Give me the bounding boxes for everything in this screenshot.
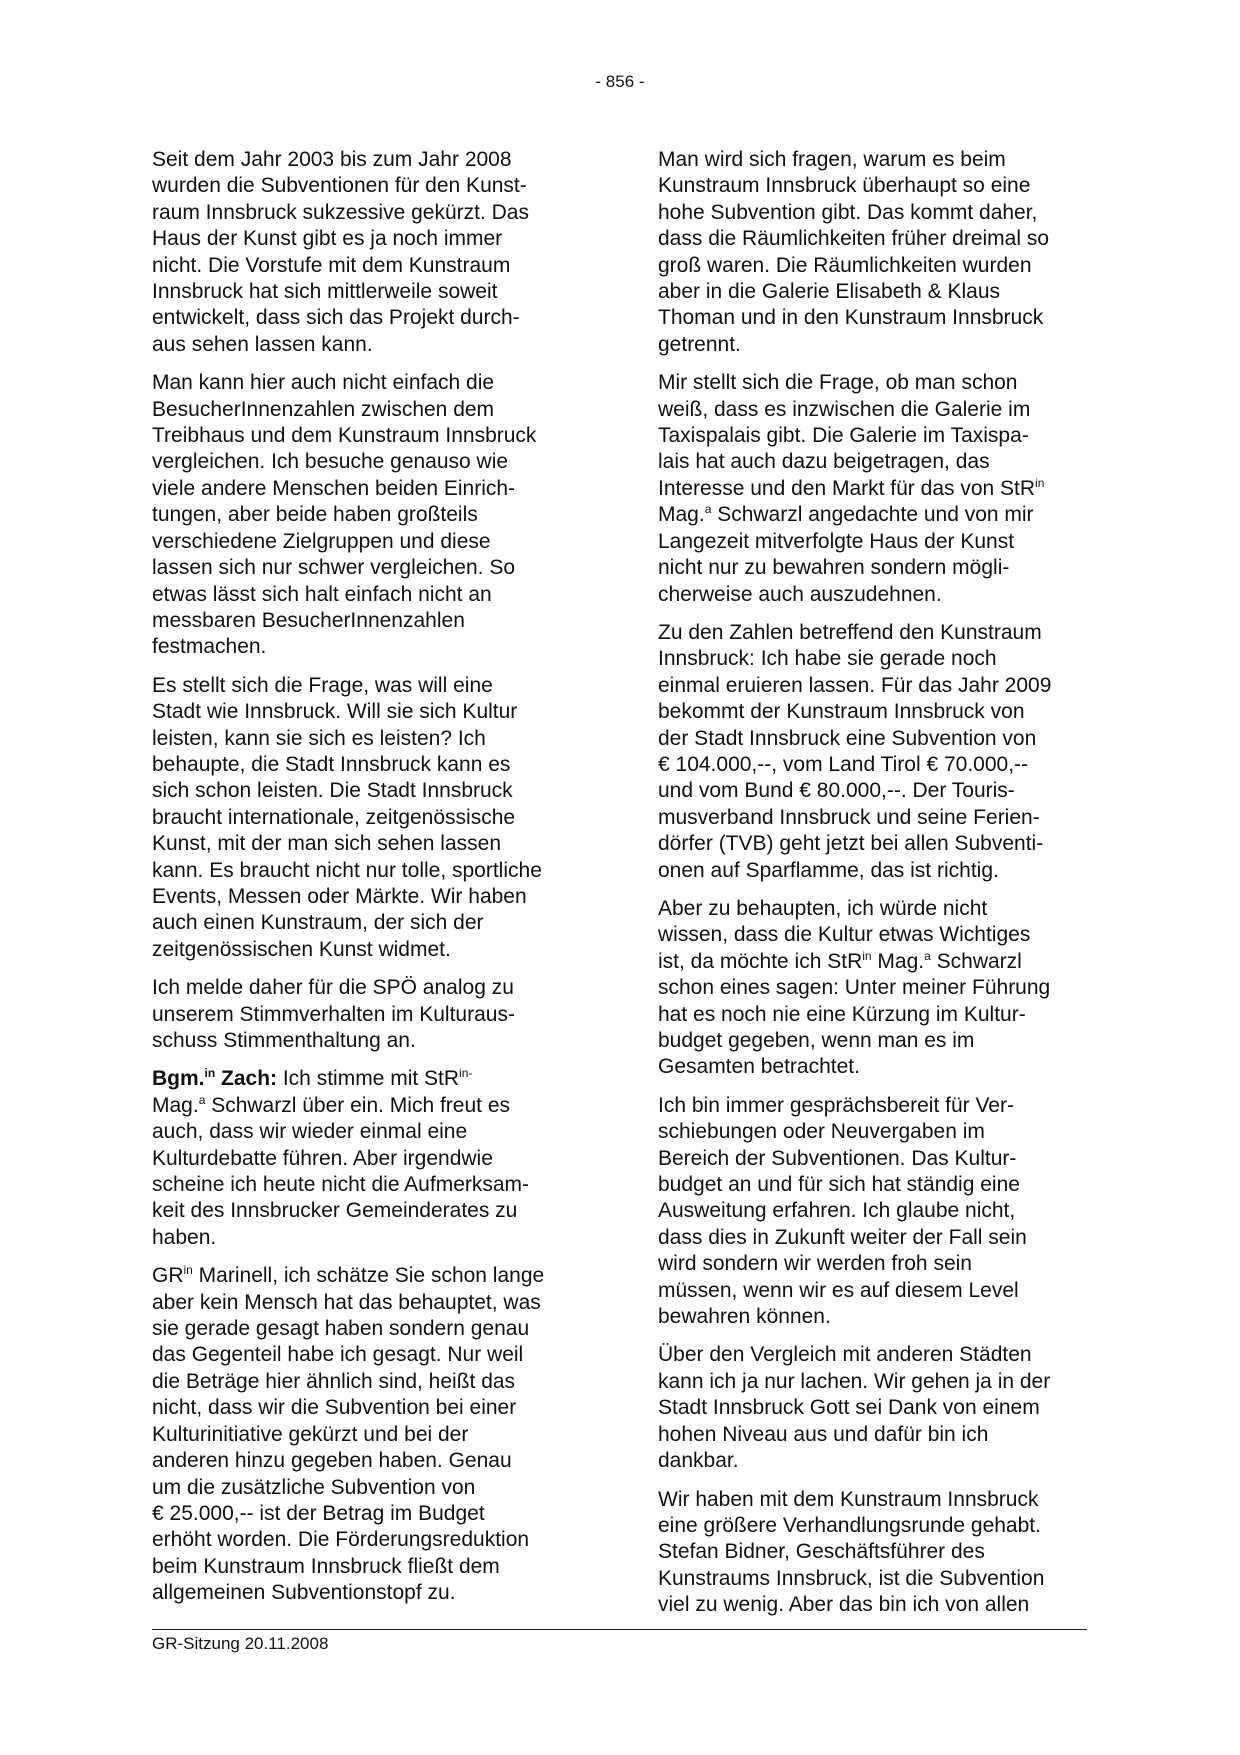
- inline-text: Interesse und den Markt für das von StR: [658, 476, 1036, 500]
- text-line: musverband Innsbruck und seine Ferien-: [658, 805, 1040, 829]
- paragraph: [658, 896, 1090, 1081]
- text-line: festmachen.: [152, 635, 267, 659]
- text-line: um die zusätzliche Subvention von: [152, 1475, 476, 1499]
- inline-text: GR: [152, 1264, 184, 1288]
- text-line: einmal eruieren lassen. Für das Jahr 2009: [658, 673, 1052, 697]
- text-line: etwas lässt sich halt einfach nicht an: [152, 582, 492, 606]
- paragraph: [658, 147, 1090, 358]
- text-line: dass dies in Zukunft weiter der Fall sein: [658, 1225, 1027, 1249]
- inline-text: Mag.: [152, 1093, 199, 1117]
- text-line: die Beträge hier ähnlich sind, heißt das: [152, 1369, 516, 1393]
- text-line: dankbar.: [658, 1449, 739, 1473]
- inline-text: Mag.: [871, 949, 925, 973]
- inline-text: Ich stimme mit StR: [277, 1067, 460, 1091]
- text-line: kann. Es braucht nicht nur tolle, sportliche: [152, 858, 542, 882]
- text-line: scheine ich heute nicht die Aufmerksam-: [152, 1173, 530, 1197]
- footer-divider: [152, 1629, 1087, 1630]
- text-line: Ich melde daher für die SPÖ analog zu: [152, 976, 514, 1000]
- text-line: keit des Innsbrucker Gemeinderates zu: [152, 1199, 518, 1223]
- text-line: getrennt.: [658, 332, 741, 356]
- paragraph: [658, 1093, 1090, 1331]
- text-line: Mir stellt sich die Frage, ob man schon: [658, 371, 1018, 395]
- text-line: sie gerade gesagt haben sondern genau: [152, 1317, 530, 1341]
- text-line: aber kein Mensch hat das behauptet, was: [152, 1290, 541, 1314]
- text-line: wird sondern wir werden froh sein: [658, 1252, 972, 1276]
- text-line: [152, 1066, 584, 1092]
- inline-text: ist, da möchte ich StR: [658, 949, 863, 973]
- speaker-name: [152, 1067, 277, 1090]
- text-line: leisten, kann sie sich es leisten? Ich: [152, 726, 486, 750]
- speaker-surname: Zach:: [215, 1067, 278, 1091]
- text-line: aber in die Galerie Elisabeth & Klaus: [658, 280, 1001, 304]
- text-line: Haus der Kunst gibt es ja noch immer: [152, 227, 503, 251]
- text-line: der Stadt Innsbruck eine Subvention von: [658, 726, 1037, 750]
- text-line: viele andere Menschen beiden Einrich-: [152, 476, 516, 500]
- superscript: in: [183, 1263, 193, 1278]
- text-line: müssen, wenn wir es auf diesem Level: [658, 1278, 1019, 1302]
- text-line: Events, Messen oder Märkte. Wir haben: [152, 884, 527, 908]
- text-line: lassen sich nur schwer vergleichen. So: [152, 556, 516, 580]
- text-line: € 104.000,--, vom Land Tirol € 70.000,--: [658, 752, 1029, 776]
- text-line: cherweise auch auszudehnen.: [658, 582, 942, 606]
- inline-text: Schwarzl über ein. Mich freut es: [205, 1093, 510, 1117]
- text-line: schiebungen oder Neuvergaben im: [658, 1120, 985, 1144]
- paragraph: [658, 620, 1090, 884]
- text-line: Ausweitung erfahren. Ich glaube nicht,: [658, 1199, 1016, 1223]
- text-line: anderen hinzu gegeben haben. Genau: [152, 1449, 512, 1473]
- text-line: Innsbruck: Ich habe sie gerade noch: [658, 647, 997, 671]
- text-line: vergleichen. Ich besuche genauso wie: [152, 450, 509, 474]
- text-line: Kunst, mit der man sich sehen lassen: [152, 832, 502, 856]
- paragraph: [152, 147, 584, 358]
- right-column: [658, 147, 1090, 1631]
- text-line: erhöht worden. Die Förderungsreduktion: [152, 1528, 530, 1552]
- left-column: [152, 147, 584, 1619]
- text-line: Stadt Innsbruck Gott sei Dank von einem: [658, 1396, 1040, 1420]
- text-line: auch einen Kunstraum, der sich der: [152, 911, 484, 935]
- paragraph: [658, 1487, 1090, 1619]
- text-line: hat es noch nie eine Kürzung im Kultur-: [658, 1002, 1026, 1026]
- text-line: nicht. Die Vorstufe mit dem Kunstraum: [152, 253, 511, 277]
- text-line: Aber zu behaupten, ich würde nicht: [658, 896, 988, 920]
- text-line: budget an und für sich hat ständig eine: [658, 1173, 1020, 1197]
- paragraph: [658, 1342, 1090, 1474]
- text-line: BesucherInnenzahlen zwischen dem: [152, 397, 495, 421]
- text-line: [658, 476, 1090, 502]
- text-line: groß waren. Die Räumlichkeiten wurden: [658, 253, 1032, 277]
- text-line: onen auf Sparflamme, das ist richtig.: [658, 858, 999, 882]
- text-line: Zu den Zahlen betreffend den Kunstraum: [658, 620, 1042, 644]
- inline-text: Mag.: [658, 503, 705, 527]
- text-line: dass die Räumlichkeiten früher dreimal so: [658, 227, 1050, 251]
- text-line: Stadt wie Innsbruck. Will sie sich Kultur: [152, 700, 518, 724]
- text-line: Innsbruck hat sich mittlerweile soweit: [152, 280, 498, 304]
- text-line: tungen, aber beide haben großteils: [152, 503, 478, 527]
- paragraph: [152, 975, 584, 1054]
- text-line: dörfer (TVB) geht jetzt bei allen Subventi-: [658, 832, 1044, 856]
- superscript: in: [1035, 475, 1045, 490]
- text-line: [152, 1263, 584, 1289]
- inline-text: Schwarzl angedachte und von mir: [711, 503, 1034, 527]
- superscript: a: [198, 1092, 206, 1107]
- text-line: Langezeit mitverfolgte Haus der Kunst: [658, 529, 1015, 553]
- text-line: Treibhaus und dem Kunstraum Innsbruck: [152, 424, 537, 448]
- paragraph: [658, 370, 1090, 608]
- paragraph: [152, 370, 584, 660]
- text-line: nicht, dass wir die Subvention bei einer: [152, 1396, 517, 1420]
- text-line: haben.: [152, 1225, 217, 1249]
- text-line: € 25.000,-- ist der Betrag im Budget: [152, 1501, 485, 1525]
- text-line: und vom Bund € 80.000,--. Der Touris-: [658, 779, 1015, 803]
- text-line: Wir haben mit dem Kunstraum Innsbruck: [658, 1487, 1039, 1511]
- text-line: das Gegenteil habe ich gesagt. Nur weil: [152, 1343, 524, 1367]
- text-line: [152, 1093, 584, 1119]
- text-line: raum Innsbruck sukzessive gekürzt. Das: [152, 200, 529, 224]
- text-line: allgemeinen Subventionstopf zu.: [152, 1581, 456, 1605]
- speaker-title: Bgm.: [152, 1067, 205, 1091]
- text-line: Man kann hier auch nicht einfach die: [152, 371, 495, 395]
- text-line: aus sehen lassen kann.: [152, 332, 373, 356]
- text-line: [658, 502, 1090, 528]
- text-line: sich schon leisten. Die Stadt Innsbruck: [152, 779, 513, 803]
- superscript: in: [862, 948, 872, 963]
- text-line: Bereich der Subventionen. Das Kultur-: [658, 1146, 1017, 1170]
- text-line: schon eines sagen: Unter meiner Führung: [658, 976, 1051, 1000]
- inline-text: Schwarzl: [930, 949, 1022, 973]
- text-line: Kunstraum Innsbruck überhaupt so eine: [658, 174, 1031, 198]
- superscript: a: [924, 948, 931, 963]
- text-line: lais hat auch dazu beigetragen, das: [658, 450, 990, 474]
- text-line: nicht nur zu bewahren sondern mögli-: [658, 556, 1010, 580]
- text-line: kann ich ja nur lachen. Wir gehen ja in der: [658, 1369, 1051, 1393]
- superscript: in-: [459, 1066, 473, 1081]
- page-number: - 856 -: [595, 72, 645, 91]
- text-line: Kulturinitiative gekürzt und bei der: [152, 1422, 469, 1446]
- text-line: behaupte, die Stadt Innsbruck kann es: [152, 752, 511, 776]
- text-line: wissen, dass die Kultur etwas Wichtiges: [658, 923, 1031, 947]
- paragraph: [152, 673, 584, 963]
- text-line: Es stellt sich die Frage, was will eine: [152, 673, 493, 697]
- text-line: hohe Subvention gibt. Das kommt daher,: [658, 200, 1038, 224]
- text-line: Über den Vergleich mit anderen Städten: [658, 1343, 1032, 1367]
- speaker-paragraph: [152, 1066, 584, 1251]
- text-line: Kunstraums Innsbruck, ist die Subvention: [658, 1566, 1045, 1590]
- text-line: Thoman und in den Kunstraum Innsbruck: [658, 306, 1044, 330]
- footer-session-date: GR-Sitzung 20.11.2008: [152, 1634, 329, 1653]
- text-line: Man wird sich fragen, warum es beim: [658, 148, 1006, 171]
- text-line: wurden die Subventionen für den Kunst-: [152, 174, 527, 198]
- text-line: unserem Stimmverhalten im Kulturaus-: [152, 1002, 515, 1026]
- text-line: viel zu wenig. Aber das bin ich von allen: [658, 1593, 1030, 1617]
- text-line: eine größere Verhandlungsrunde gehabt.: [658, 1513, 1041, 1537]
- text-line: entwickelt, dass sich das Projekt durch-: [152, 306, 520, 330]
- superscript: a: [704, 502, 712, 517]
- text-line: Stefan Bidner, Geschäftsführer des: [658, 1540, 985, 1564]
- text-line: auch, dass wir wieder einmal eine: [152, 1120, 468, 1144]
- text-line: beim Kunstraum Innsbruck fließt dem: [152, 1554, 500, 1578]
- text-line: Kulturdebatte führen. Aber irgendwie: [152, 1146, 493, 1170]
- text-line: braucht internationale, zeitgenössische: [152, 805, 516, 829]
- text-line: Taxispalais gibt. Die Galerie im Taxispa-: [658, 424, 1029, 448]
- superscript: in: [204, 1066, 216, 1081]
- text-line: schuss Stimmenthaltung an.: [152, 1029, 416, 1052]
- text-line: Ich bin immer gesprächsbereit für Ver-: [658, 1093, 1014, 1117]
- paragraph: [152, 1263, 584, 1606]
- text-line: verschiedene Zielgruppen und diese: [152, 529, 491, 553]
- text-line: weiß, dass es inzwischen die Galerie im: [658, 397, 1031, 421]
- text-line: [658, 949, 1090, 975]
- text-line: messbaren BesucherInnenzahlen: [152, 608, 465, 632]
- text-line: bewahren können.: [658, 1305, 831, 1329]
- text-line: hohen Niveau aus und dafür bin ich: [658, 1422, 989, 1446]
- text-line: Seit dem Jahr 2003 bis zum Jahr 2008: [152, 148, 512, 171]
- inline-text: Marinell, ich schätze Sie schon lange: [192, 1264, 545, 1288]
- text-line: bekommt der Kunstraum Innsbruck von: [658, 700, 1025, 724]
- text-line: budget gegeben, wenn man es im: [658, 1029, 975, 1052]
- text-line: zeitgenössischen Kunst widmet.: [152, 937, 451, 961]
- text-line: Gesamten betrachtet.: [658, 1055, 860, 1079]
